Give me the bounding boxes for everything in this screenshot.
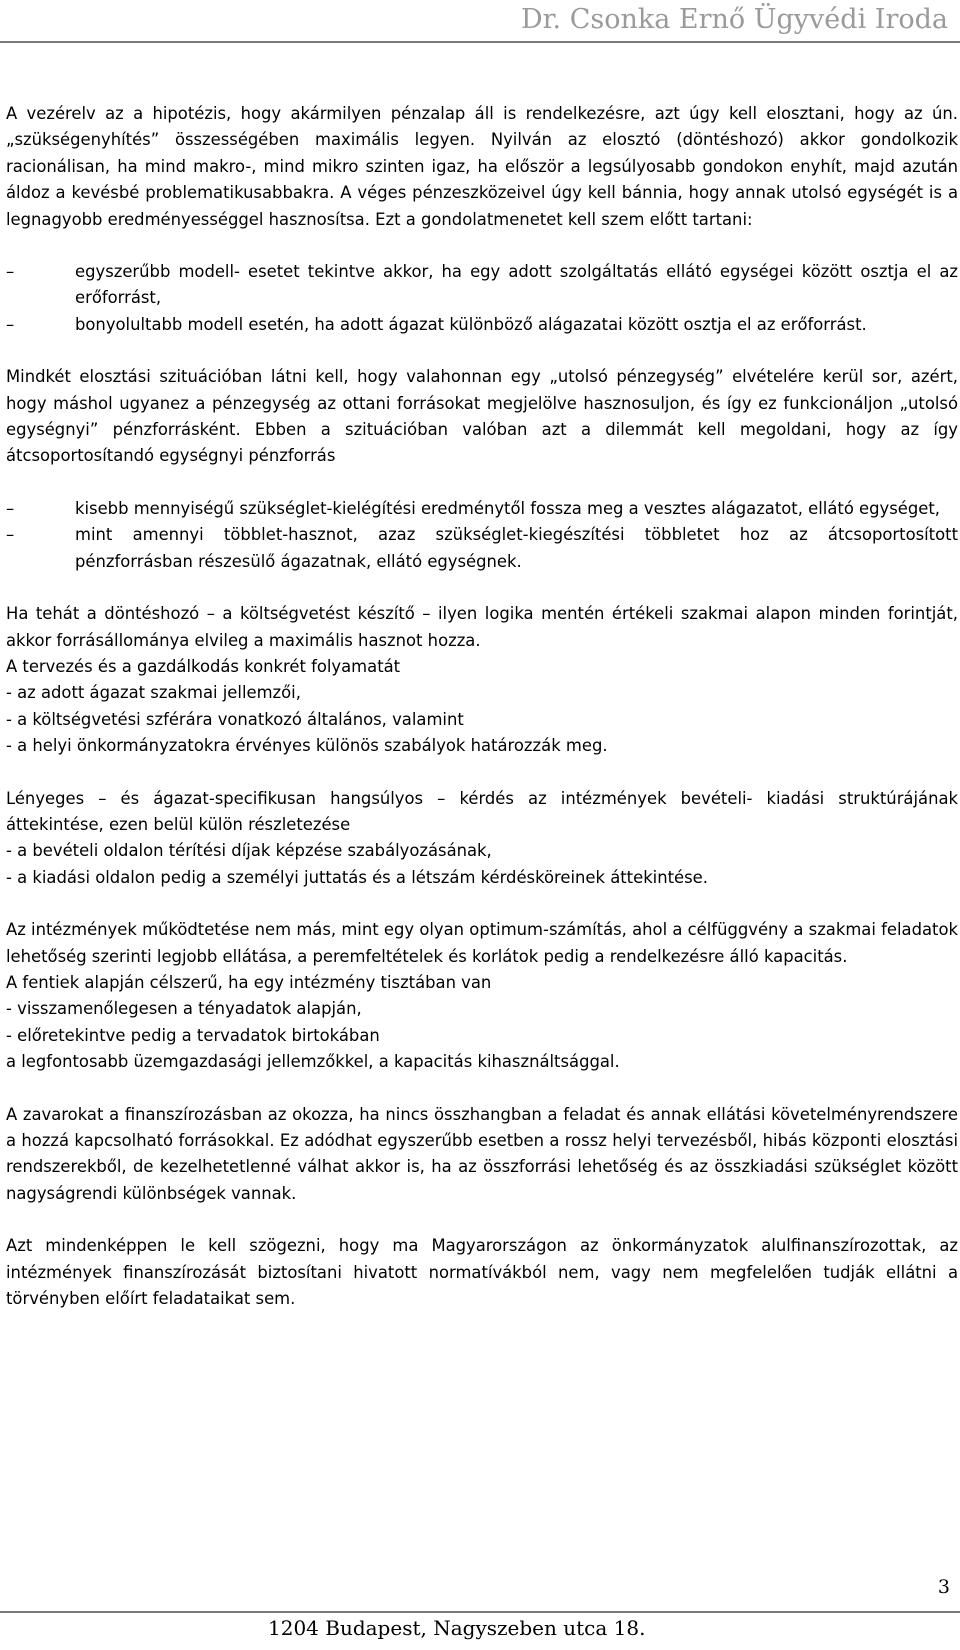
spacer: [6, 470, 958, 496]
footer-divider: [0, 1611, 960, 1613]
list-marker: –: [6, 498, 15, 518]
paragraph-4: Lényeges – és ágazat-specifikusan hangsúlyos – kérdés az intézmények bevételi- kiadási struktúrájának áttekintése, ezen belül külön részletezése: [6, 788, 958, 834]
list-marker: –: [6, 525, 15, 545]
paragraph-3: Ha tehát a döntéshozó – a költségvetést készítő – ilyen logika mentén értékeli szakmai alapon minden forintját, akkor forrásállománya elvileg a maximális hasznot hozza.: [6, 604, 958, 650]
text-line: - a helyi önkormányzatokra érvényes különös szabályok határozzák meg.: [6, 736, 608, 756]
list-item-text: bonyolultabb modell esetén, ha adott ágazat különböző alágazatai között osztja el az erőforrást.: [75, 314, 867, 334]
text-line: - az adott ágazat szakmai jellemzői,: [6, 683, 301, 703]
text-line: A tervezés és a gazdálkodás konkrét folyamatát: [6, 656, 401, 676]
list-item: [6, 259, 958, 312]
paragraph-6: A zavarokat a finanszírozásban az okozza, ha nincs összhangban a feladat és annak ellátási követelményrendszere a hozzá kapcsolható forrásokkal. Ez adódhat egyszerűbb esetben a rossz helyi tervezésből, hibás központi elosztási rendszerekből, de kezelhetetlenné válhat akkor is, ha az összforrási lehetőség és az összkiadási szükséglet között nagyságrendi különbségek vannak.: [6, 1104, 958, 1203]
list-item: [6, 312, 958, 338]
text-line: - a bevételi oldalon térítési díjak képzése szabályozásának,: [6, 841, 492, 861]
list-item-text: egyszerűbb modell- esetet tekintve akkor, ha egy adott szolgáltatás ellátó egységei között osztja el az erőforrást,: [75, 262, 958, 308]
text-line: - előretekintve pedig a tervadatok birtokában: [6, 1025, 380, 1045]
text-line: - a kiadási oldalon pedig a személyi juttatás és a létszám kérdésköreinek áttekintése.: [6, 867, 708, 887]
document-body: [6, 101, 958, 1312]
page-number: 3: [937, 1576, 950, 1598]
spacer: [6, 338, 958, 364]
paragraph-7: Azt mindenképpen le kell szögezni, hogy ma Magyarországon az önkormányzatok alulfinanszírozottak, az intézmények finanszírozását biztosítani hivatott normatívákból nem, vagy nem megfelelően tudják ellátni a törvényben előírt feladataikat sem.: [6, 1236, 958, 1309]
spacer: [6, 1076, 958, 1102]
paragraph-5: Az intézmények működtetése nem más, mint egy olyan optimum-számítás, ahol a célfüggvény a szakmai feladatok lehetőség szerinti legjobb ellátása, a peremfeltételek és korlátok pedig a rendelkezésre álló kapacitás.: [6, 920, 958, 966]
spacer: [6, 1207, 958, 1233]
text-line: - visszamenőlegesen a tényadatok alapján,: [6, 999, 362, 1019]
spacer: [6, 760, 958, 786]
footer-address: 1204 Budapest, Nagyszeben utca 18.: [268, 1616, 646, 1640]
spacer: [6, 233, 958, 259]
list-item-text: mint amennyi többlet-hasznot, azaz szükséglet-kiegészítési többletet hoz az átcsoportosított pénzforrásban részesülő ágazatnak, ellátó egységnek.: [75, 525, 958, 571]
header-title: Dr. Csonka Ernő Ügyvédi Iroda: [520, 4, 948, 35]
spacer: [6, 891, 958, 917]
paragraph-1: A vezérelv az a hipotézis, hogy akármilyen pénzalap áll is rendelkezésre, azt úgy kell elosztani, hogy az ún. „szükségenyhítés” összességében maximális legyen. Nyilván az elosztó (döntéshozó) akkor gondolkozik racionálisan, ha mind makro-, mind mikro szinten igaz, ha először a legsúlyosabb gondokon enyhít, majd azután áldoz a kevésbé problematikusabbakra. A véges pénzeszközeivel úgy kell bánnia, hogy annak utolsó egységét is a legnagyobb eredményességgel hasznosítsa. Ezt a gondolatmenetet kell szem előtt tartani:: [6, 104, 958, 229]
header-divider: [0, 41, 960, 43]
text-line: a legfontosabb üzemgazdasági jellemzőkkel, a kapacitás kihasználtsággal.: [6, 1052, 620, 1072]
spacer: [6, 575, 958, 601]
paragraph-2: Mindkét elosztási szituációban látni kell, hogy valahonnan egy „utolsó pénzegység” elvételére kerül sor, azért, hogy máshol ugyanez a pénzegység az ottani forrásokat megjelölve hasznosuljon, és így ez funkcionáljon „utolsó egységnyi” pénzforrásként. Ebben a szituációban valóban azt a dilemmát kell megoldani, hogy az így átcsoportosítandó egységnyi pénzforrás: [6, 367, 958, 466]
list-marker: –: [6, 262, 15, 282]
list-item: [6, 496, 958, 522]
list-marker: –: [6, 314, 15, 334]
list-item: [6, 522, 958, 575]
text-line: - a költségvetési szférára vonatkozó általános, valamint: [6, 709, 464, 729]
list-item-text: kisebb mennyiségű szükséglet-kielégítési eredménytől fossza meg a vesztes alágazatot, ellátó egységet,: [75, 498, 940, 518]
text-line: A fentiek alapján célszerű, ha egy intézmény tisztában van: [6, 972, 492, 992]
